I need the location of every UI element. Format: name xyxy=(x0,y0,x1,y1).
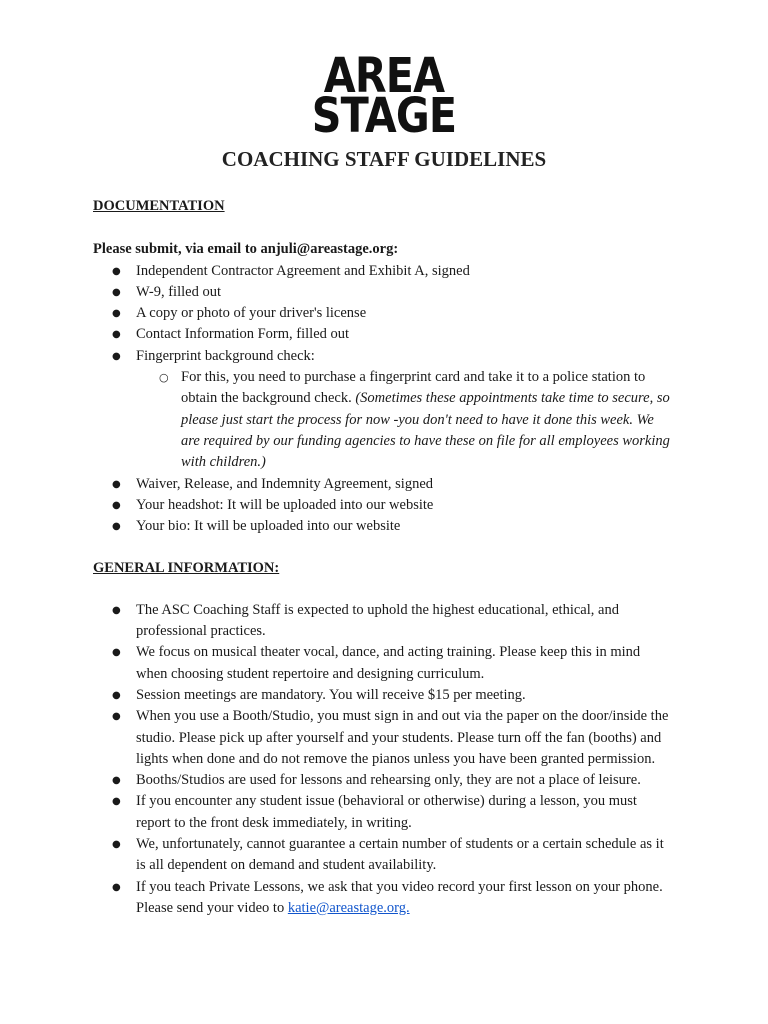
logo-line-1: AREA xyxy=(323,48,445,104)
list-item: ● When you use a Booth/Studio, you must sign in and out via the paper on the door/inside the studio. Please pick up after yourself and your students. Please turn off the fan (booths) and lights when done and do not remove the pianos unless you have been granted permission. xyxy=(93,706,673,770)
private-lessons-text: If you teach Private Lessons, we ask that you video record your first lesson on your phone. Please send your video to xyxy=(136,878,663,916)
list-item: ● We, unfortunately, cannot guarantee a certain number of students or a certain schedule as it is all dependent on demand and student availability. xyxy=(93,834,673,877)
fingerprint-sublist xyxy=(181,367,673,473)
email-link-katie[interactable]: katie@areastage.org. xyxy=(287,899,410,916)
documentation-list xyxy=(93,261,673,538)
list-item-label: Fingerprint background check: xyxy=(136,347,315,364)
list-item: ● Session meetings are mandatory. You will receive $15 per meeting. xyxy=(93,685,673,706)
list-item: ● Booths/Studios are used for lessons and rehearsing only, they are not a place of leisure. xyxy=(93,770,673,791)
list-item: ● W-9, filled out xyxy=(93,282,673,303)
list-item: ● Your bio: It will be uploaded into our website xyxy=(93,516,673,537)
list-item: ● Independent Contractor Agreement and Exhibit A, signed xyxy=(93,261,673,282)
list-item: ● We focus on musical theater vocal, dance, and acting training. Please keep this in mind when choosing student repertoire and designing curriculum. xyxy=(93,642,673,685)
list-item: ● Contact Information Form, filled out xyxy=(93,324,673,345)
list-item-private-lessons xyxy=(93,877,673,920)
fingerprint-note-text: For this, you need to purchase a fingerprint card and take it to a police station to obtain the background check. xyxy=(181,369,646,407)
list-item: ● A copy or photo of your driver's license xyxy=(93,303,673,324)
fingerprint-note-italic: (Sometimes these appointments take time to secure, so please just start the process for now -you don't need to have it done this week. We are required by our funding agencies to have these on file for all employees working with children.) xyxy=(181,390,670,471)
general-information-heading: GENERAL INFORMATION: xyxy=(93,560,280,577)
list-item: ● The ASC Coaching Staff is expected to uphold the highest educational, ethical, and professional practices. xyxy=(93,600,673,643)
logo-line-2: STAGE xyxy=(311,88,457,144)
submit-instruction: Please submit, via email to anjuli@areastage.org: xyxy=(93,241,399,258)
sublist-item xyxy=(181,367,673,473)
documentation-heading: DOCUMENTATION xyxy=(93,198,225,214)
list-item: ● Your headshot: It will be uploaded into our website xyxy=(93,495,673,516)
list-item: ● Waiver, Release, and Indemnity Agreement, signed xyxy=(93,474,673,495)
list-item-fingerprint xyxy=(93,346,673,474)
general-information-list xyxy=(93,600,673,919)
page-title: COACHING STAFF GUIDELINES xyxy=(221,147,547,171)
area-stage-logo xyxy=(0,48,768,144)
list-item: ● If you encounter any student issue (behavioral or otherwise) during a lesson, you must report to the front desk immediately, in writing. xyxy=(93,791,673,834)
document-body xyxy=(93,196,673,919)
